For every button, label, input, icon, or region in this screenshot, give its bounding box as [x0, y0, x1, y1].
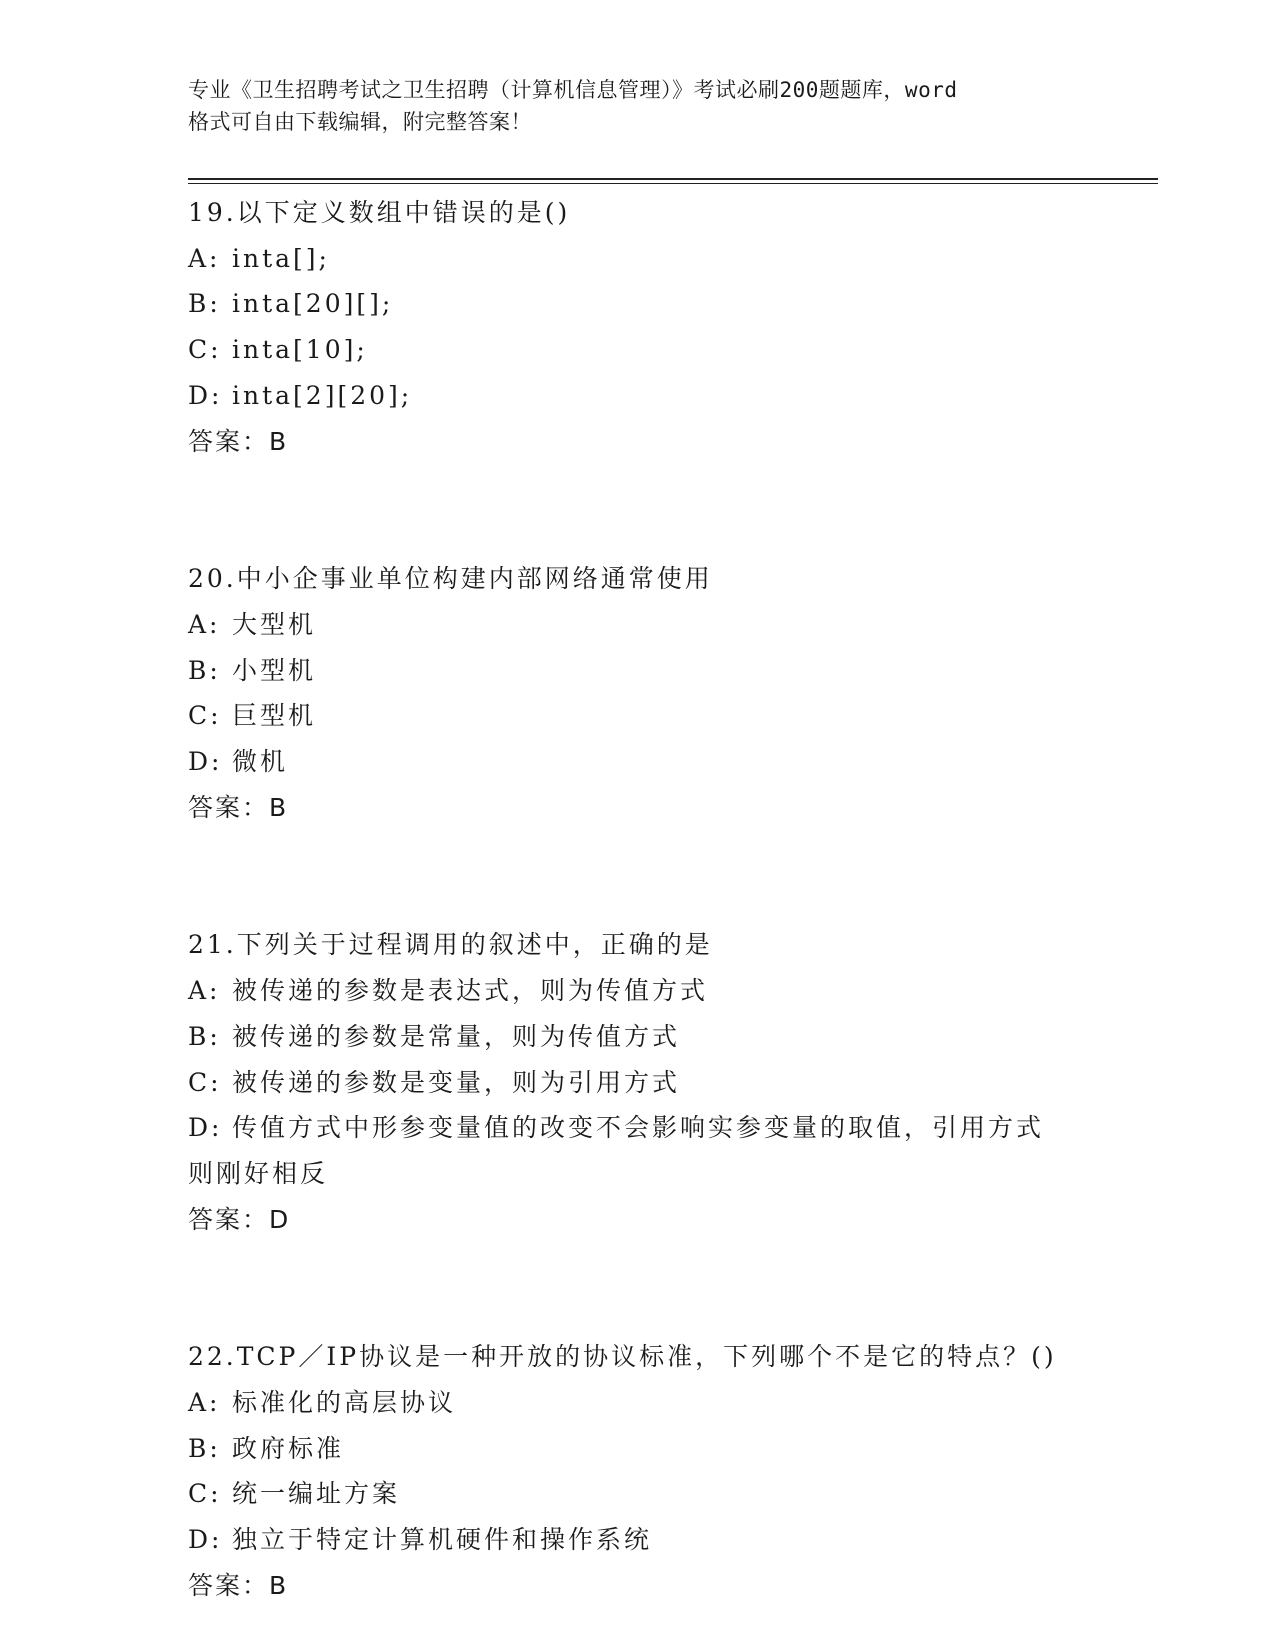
option-key: A: — [188, 976, 221, 1006]
question-stem: 19.以下定义数组中错误的是() — [188, 198, 571, 227]
question-22 — [188, 1334, 1158, 1608]
question-21 — [188, 922, 1158, 1242]
answer-line: 答案：B — [188, 426, 289, 456]
option-d — [188, 739, 1158, 785]
option-text: inta[2][20]; — [232, 380, 413, 410]
option-text: 独立于特定计算机硬件和操作系统 — [232, 1525, 653, 1555]
option-b — [188, 1426, 1158, 1472]
option-text: 巨型机 — [232, 701, 317, 731]
option-b — [188, 648, 1158, 694]
option-c — [188, 693, 1158, 739]
option-text: inta[]; — [232, 243, 330, 273]
option-d — [188, 1105, 1158, 1196]
option-c — [188, 1471, 1158, 1517]
option-key: A: — [188, 1388, 221, 1418]
option-b — [188, 281, 1158, 327]
option-key: C: — [188, 701, 222, 731]
header-title-line-2: 格式可自由下载编辑，附完整答案！ — [188, 110, 532, 134]
question-19 — [188, 190, 1158, 464]
option-text: 被传递的参数是常量，则为传值方式 — [232, 1021, 681, 1051]
question-list — [188, 190, 1158, 1609]
header-divider-thick — [188, 178, 1158, 180]
option-text: 传值方式中形参变量值的改变不会影响实参变量的取值，引用方式 — [232, 1113, 1045, 1143]
option-text: inta[20][]; — [232, 289, 394, 319]
answer-line: 答案：B — [188, 1570, 289, 1600]
option-key: B: — [188, 1433, 221, 1463]
header-divider-thin — [188, 183, 1158, 184]
question-stem: 20.中小企事业单位构建内部网络通常使用 — [188, 564, 713, 594]
option-key: D: — [188, 1525, 223, 1555]
option-d — [188, 373, 1158, 419]
answer-line: 答案：D — [188, 1204, 291, 1234]
option-b — [188, 1014, 1158, 1060]
option-text: 微机 — [232, 747, 289, 777]
option-text: 被传递的参数是表达式，则为传值方式 — [232, 976, 709, 1006]
option-a — [188, 602, 1158, 648]
option-key: C: — [188, 335, 222, 365]
option-key: A: — [188, 243, 221, 273]
option-text: 标准化的高层协议 — [232, 1388, 457, 1418]
question-20 — [188, 556, 1158, 830]
option-text: 统一编址方案 — [232, 1479, 401, 1509]
option-a — [188, 968, 1158, 1014]
document-header — [188, 74, 1088, 138]
option-text: inta[10]; — [232, 335, 368, 365]
option-text-continuation: 则刚好相反 — [188, 1158, 329, 1188]
option-key: B: — [188, 1021, 221, 1051]
option-a — [188, 1380, 1158, 1426]
answer-line: 答案：B — [188, 792, 289, 822]
option-key: B: — [188, 289, 221, 319]
option-key: D: — [188, 1113, 223, 1143]
option-key: D: — [188, 747, 223, 777]
option-d — [188, 1517, 1158, 1563]
option-text: 政府标准 — [232, 1433, 345, 1463]
question-stem: 22.TCP／IP协议是一种开放的协议标准，下列哪个不是它的特点？() — [188, 1342, 1057, 1372]
option-key: C: — [188, 1067, 222, 1097]
option-c — [188, 1060, 1158, 1106]
option-key: B: — [188, 655, 221, 685]
option-a — [188, 236, 1158, 282]
option-text: 小型机 — [232, 655, 317, 685]
header-title-line-1: 专业《卫生招聘考试之卫生招聘（计算机信息管理）》考试必刷200题题库，word — [188, 78, 958, 102]
option-c — [188, 327, 1158, 373]
option-text: 大型机 — [232, 609, 317, 639]
question-stem: 21.下列关于过程调用的叙述中，正确的是 — [188, 930, 713, 960]
option-text: 被传递的参数是变量，则为引用方式 — [232, 1067, 681, 1097]
option-key: D: — [188, 380, 223, 410]
option-key: C: — [188, 1479, 222, 1509]
option-key: A: — [188, 609, 221, 639]
